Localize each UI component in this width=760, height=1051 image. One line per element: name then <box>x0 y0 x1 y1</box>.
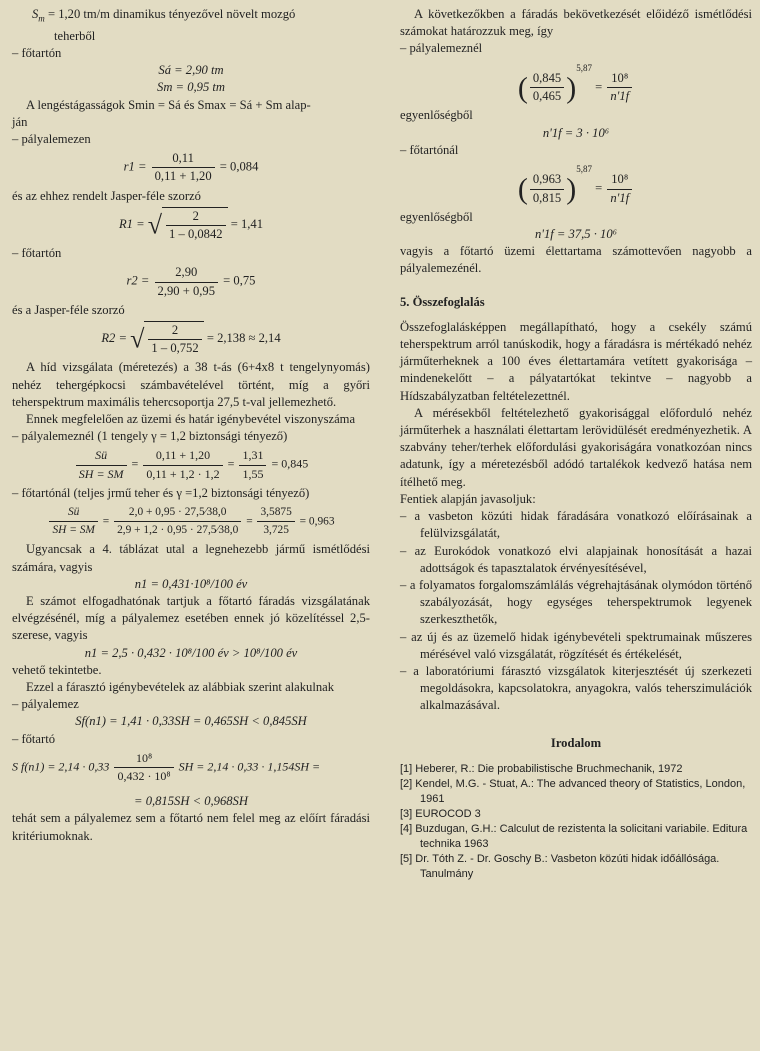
equation: Sá = 2,90 tm <box>158 63 224 78</box>
list-item: – főtartó <box>12 731 56 746</box>
equation-R2: R2 = √ $\frac{2}{1 - 0,752}$ = 2,138 ≈ 2,14 <box>12 321 370 357</box>
equation-power-girder: ( $\frac{0,963}{0,815}$ )$^{5,87}$ = $\frac{\text{10⁸}}{n'1f}$ <box>400 161 752 207</box>
reference-item: [5] Dr. Tóth Z. - Dr. Goschy B.: Vasbeton közúti hidak időállósága. Tanulmány <box>400 852 720 880</box>
list-item: – pályalemeznél <box>400 41 483 56</box>
paragraph: A következőkben a fáradás bekövetkezését előidéző ismétlődési számokat határozzuk meg, így <box>400 7 752 39</box>
equation: Sf(n1) = 1,41 · 0,33SH = 0,465SH < 0,845SH <box>75 714 307 729</box>
list-item: – pályalemezen <box>12 131 91 146</box>
text-line: és az ehhez rendelt Jasper-féle szorzó <box>12 188 201 203</box>
list-item: – a laboratóriumi fárasztó vizsgálatok kiterjesztését új szerkezeti megoldásokra, kapcsolatokra, anyagokra, valós teherszimulációk alkalmazásával. <box>400 663 752 713</box>
equation-R1: R1 = √ $\frac{2}{1 - 0,0842}$ = 1,41 <box>12 207 370 243</box>
section-heading: 5. Összefoglalás <box>400 294 485 309</box>
reference-item: [4] Buzdugan, G.H.: Calculut de rezistenta la solicitani variabile. Editura technika 1963 <box>400 822 748 850</box>
sqrt-sign: √ <box>130 324 145 354</box>
list-item: – az Eurokódok vonatkozó elvi alapjainak honosítását a hazai adottságok és tapasztalatok érvényesítésével, <box>400 543 752 575</box>
list-item: – a folyamatos forgalomszámlálás végrehajtásának olymódon történő szabályozását, hogy egységes teherspektrumok legyenek szerkeszthetők, <box>400 577 752 627</box>
paragraph: vagyis a főtartó üzemi élettartama számottevően nagyobb a pályalemezénél. <box>400 244 752 276</box>
list-item: – főtartónál (teljes jrmű teher és γ =1,2 biztonsági tényező) <box>12 485 310 500</box>
equation: n'1f = 37,5 · 10⁶ <box>534 227 618 242</box>
equation-ratio-girder: $\frac{Sü}{SH = SM}$ = $\frac{2,0 + 0,95 \cdot 27,5⁄38,0}{2,9 + 1,2 \cdot 0,95 \cdot 27,5⁄38,0}$ = $\frac{3,5875}{3,725}$ = 0,963 <box>12 504 370 539</box>
equation: = 0,815SH < 0,968SH <box>134 794 248 809</box>
reference-item: [2] Kendel, M.G. - Stuat, A.: The advanced theory of Statistics, London, 1961 <box>400 777 746 805</box>
paragraph: E számot elfogadhatónak tartjuk a főtartó fáradás vizsgálatának elvégzésénél, míg a pályalemez esetében ennek jó közelítéssel 2,5-szerese, vagyis <box>12 594 370 643</box>
list-item: – pályalemez <box>12 697 79 712</box>
equation: n1 = 0,431·10⁸/100 év <box>134 576 248 591</box>
sqrt-sign: √ <box>147 210 163 240</box>
equation-r1: r1 = $\frac{0,11}{0,11 + 1,20}$ = 0,084 <box>123 151 259 184</box>
equation-girder-fatigue: S f(n1) = 2,14 · 0,33 $\frac{\text{10⁸}}{\text{0,432 · 10⁸}}$ SH = 2,14 · 0,33 · 1,154SH = <box>12 750 321 784</box>
equation: n1 = 2,5 · 0,432 · 10⁸/100 év > 10⁸/100 év <box>84 645 298 660</box>
list-item: – főtartón <box>12 246 62 261</box>
text-line: egyenlőségből <box>400 209 473 224</box>
paragraph: Ugyancsak a 4. táblázat utal a legnehezebb jármű ismétlődési számára, vagyis <box>12 542 370 574</box>
reference-item: [1] Heberer, R.: Die probabilistische Bruchmechanik, 1972 <box>400 762 683 775</box>
left-column <box>12 6 370 845</box>
equation: Sm = 0,95 tm <box>157 80 225 95</box>
list-item: – pályalemeznél (1 tengely γ = 1,2 biztonsági tényező) <box>12 429 288 444</box>
text-line: A lengéstágasságok Smin = Sá és Smax = Sá + Sm alap- <box>26 97 311 112</box>
text-line: teherből <box>54 28 96 43</box>
text-line: ján <box>12 114 28 129</box>
equation-power-deck: ( $\frac{0,845}{0,465}$ )$^{5,87}$ = $\frac{\text{10⁸}}{n'1f}$ <box>400 60 752 106</box>
paragraph: A híd vizsgálata (méretezés) a 38 t-ás (6+4x8 t tengelynyomás) nehéz tehergépkocsi számbavételével történt, míg a győri teherspektrum maximális tehercsoportja 27,5 t-val jellemezhető. <box>12 360 370 409</box>
paragraph: A mérésekből feltételezhető gyakorisággal előforduló nehéz járműterhek a használati élettartam lerövidülését eredményezhetik. A szabvány teher/terhek előfordulási gyakoriságára vonatkozóan nincs adatunk, így a méretezésből adódó tartalékok kedvező hatása nem ítélhető meg. <box>400 405 752 489</box>
paragraph: Összefoglalásképpen megállapítható, hogy a csekély számú teherspektrum arról tanúskodik, hogy a fáradásra is mértékadó nehéz járműterheknek a 100 éves élettartamára vetített gyakorisága – mindenekelőtt – a pályatartókat tekintve – nagyobb a Hídszabályzatban feltételezettnél. <box>400 319 752 403</box>
equation-ratio-deck: $\frac{Sü}{SH = SM}$ = $\frac{0,11 + 1,20}{0,11 + 1,2 \cdot 1,2}$ = $\frac{1,31}{1,55}$ = 0,845 <box>12 447 370 482</box>
text-line: egyenlőségből <box>400 108 473 123</box>
text-line: $S_m = 1,20$ tm/m dinamikus tényezővel növelt mozgó <box>32 7 296 24</box>
text-line: Fentiek alapján javasoljuk: <box>400 491 536 506</box>
paragraph: tehát sem a pályalemez sem a főtartó nem felel meg az előírt fáradási kritériumoknak. <box>12 811 370 843</box>
references-list <box>400 762 752 882</box>
list-item: – a vasbeton közúti hidak fáradására vonatkozó előírásainak a felülvizsgálatát, <box>400 509 752 541</box>
paragraph: Ennek megfelelően az üzemi és határ igénybevétel viszonyszáma <box>26 411 356 426</box>
reference-item: [3] EUROCOD 3 <box>400 807 481 820</box>
text-line: vehető tekintetbe. <box>12 662 102 677</box>
right-column <box>400 6 752 882</box>
paragraph: Ezzel a fárasztó igénybevételek az alábbiak szerint alakulnak <box>26 680 335 695</box>
list-item: – főtartón <box>12 45 62 60</box>
references-heading: Irodalom <box>550 735 602 750</box>
text-line: és a Jasper-féle szorzó <box>12 302 125 317</box>
list-item: – az új és az üzemelő hidak igénybevételi spektrumainak műszeres mérésével való vizsgálatát, rögzítését és értékelését, <box>400 629 752 661</box>
list-item: – főtartónál <box>400 142 459 157</box>
equation-r2: r2 = $\frac{2,90}{2,90 + 0,95}$ = 0,75 <box>126 265 256 298</box>
equation: n'1f = 3 · 10⁶ <box>542 125 610 140</box>
